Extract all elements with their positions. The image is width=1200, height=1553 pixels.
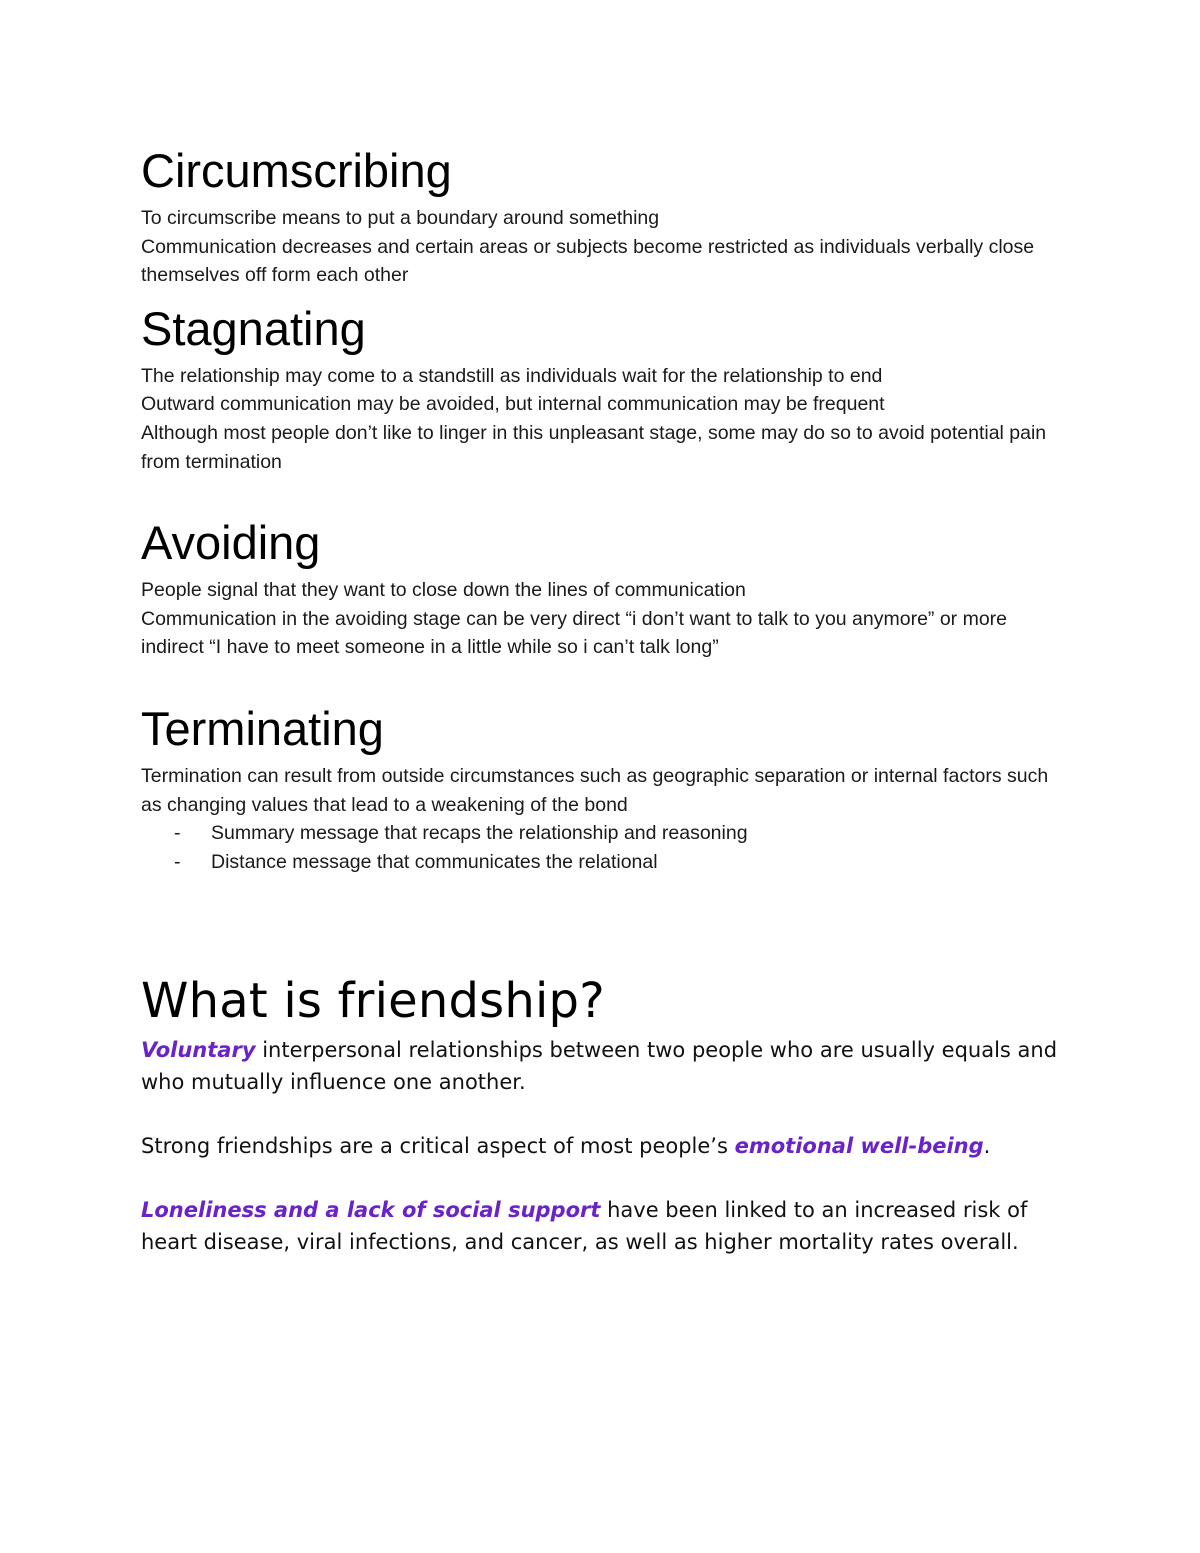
highlight-emotional-well-being: emotional well-being [734,1134,984,1159]
document-content [141,138,1071,1258]
circumscribing-line-1: To circumscribe means to put a boundary around something [141,207,660,229]
avoiding-line-1: People signal that they want to close down the lines of communication [141,579,746,602]
bullet-dash: - [174,850,181,873]
stagnating-line-3: Although most people don’t like to linger in this unpleasant stage, some may do so to avoid potential pain from termination [141,421,1047,473]
paragraph-text: Strong friendships are a critical aspect of most people’s [141,1134,735,1159]
stagnating-line-1: The relationship may come to a standstill as individuals wait for the relationship to end [141,364,883,387]
friendship-paragraph-2 [141,1130,1071,1162]
spacer [141,1162,1071,1194]
friendship-paragraph-3 [141,1194,1071,1258]
terminating-bullet-list [141,819,1071,876]
paragraph-text: . [983,1134,991,1159]
spacer [141,476,1071,510]
section-title-avoiding: Avoiding [141,516,321,570]
highlight-voluntary: Voluntary [141,1038,256,1063]
friendship-title: What is friendship? [141,973,605,1030]
list-item [141,848,1071,877]
highlight-loneliness: Loneliness and a lack of social support [141,1198,601,1223]
list-item [141,819,1071,848]
bullet-text: Distance message that communicates the relational [211,850,658,873]
circumscribing-line-2: Communication decreases and certain areas or subjects become restricted as individuals verbally close themselves off form each other [141,235,1035,287]
bullet-text: Summary message that recaps the relationship and reasoning [211,822,748,845]
terminating-line-1: Termination can result from outside circumstances such as geographic separation or internal factors such as changing values that lead to a weakening of the bond [141,764,1049,816]
section-title-terminating: Terminating [141,701,384,755]
bullet-dash: - [174,822,181,845]
spacer [141,876,1071,968]
spacer [141,662,1071,696]
avoiding-line-2: Communication in the avoiding stage can be very direct “i don’t want to talk to you anymore” or more indirect “I have to meet someone in a little while so i can’t talk long” [141,607,1008,659]
section-title-circumscribing: Circumscribing [141,144,452,197]
friendship-paragraph-1 [141,1034,1071,1098]
stagnating-line-2: Outward communication may be avoided, but internal communication may be frequent [141,393,885,416]
spacer [141,1098,1071,1130]
paragraph-text: have been linked to an increased risk of heart disease, viral infections, and cancer, as well as higher mortality rates overall. [141,1198,1028,1255]
section-title-stagnating: Stagnating [141,301,366,355]
paragraph-text: interpersonal relationships between two people who are usually equals and who mutually influence one another. [141,1038,1058,1095]
